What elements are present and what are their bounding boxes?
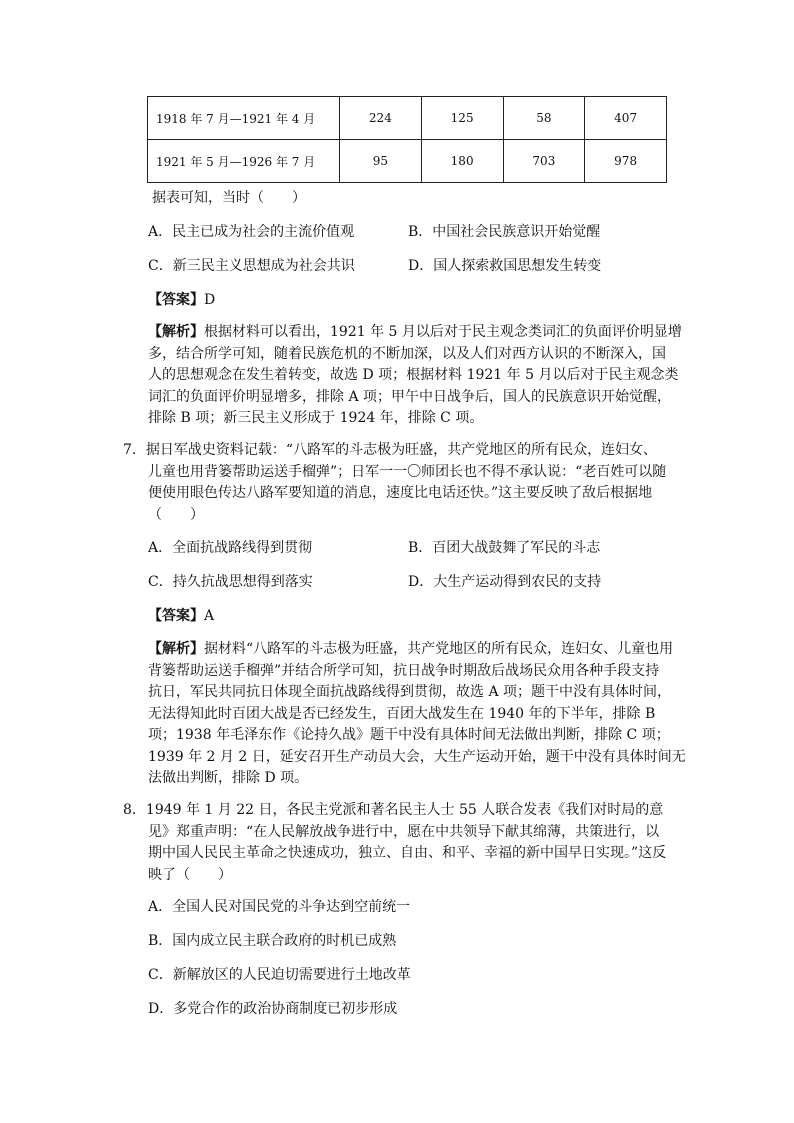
analysis-line: 无法得知此时百团大战是否已经发生，百团大战发生在 1940 年的下半年，排除 B [148, 705, 656, 722]
table-cell: 978 [585, 140, 667, 183]
analysis-line: 人的思想观念在发生着转变，故选 D 项；根据材料 1921 年 5 月以后对于民主观念类 [148, 367, 679, 383]
q7-stem [123, 440, 666, 526]
q7-option-b: B．百团大战鼓舞了军民的斗志 [408, 540, 601, 556]
analysis-line: 背篓帮助运送手榴弹”并结合所学可知，抗日战争时期敌后战场民众用各种手段支持 [148, 662, 660, 679]
table-cell: 224 [340, 97, 422, 140]
q6-answer [148, 290, 215, 310]
stem-line: 儿童也用背篓帮助运送手榴弹”；日军一一〇师团长也不得不承认说：“老百姓可以随 [148, 463, 667, 480]
table-row [148, 140, 667, 183]
analysis-line: 排除 B 项；新三民主义形成于 1924 年，排除 C 项。 [148, 410, 484, 426]
stem-line: 见》郑重声明：“在人民解放战争进行中，愿在中共领导下献其绵薄，共策进行，以 [148, 823, 660, 840]
q8-option-d: D．多党合作的政治协商制度已初步形成 [148, 1001, 398, 1017]
analysis-line: 法做出判断，排除 D 项。 [148, 770, 309, 786]
answer-value: A [204, 608, 215, 624]
answer-label: 【答案】 [148, 292, 204, 308]
analysis-line: 【解析】根据材料可以看出，1921 年 5 月以后对于民主观念类词汇的负面评价明显增 [148, 324, 682, 340]
q6-option-d: D．国人探索救国思想发生转变 [408, 258, 602, 274]
q6-option-a: A．民主已成为社会的主流价值观 [148, 224, 355, 240]
stem-line: 期中国人民民主革命之快速成功，独立、自由、和平、幸福的新中国早日实现。”这反 [148, 845, 667, 861]
table-cell: 95 [340, 140, 422, 183]
stem-line: 8．1949 年 1 月 22 日，各民主党派和著名民主人士 55 人联合发表《我们对时局的意 [123, 802, 664, 818]
q8-option-b: B．国内成立民主联合政府的时机已成熟 [148, 933, 397, 949]
q6-option-b: B．中国社会民族意识开始觉醒 [408, 224, 601, 240]
table-cell: 125 [421, 97, 503, 140]
stem-line: 便使用眼色传达八路军要知道的消息，速度比电话还快。”这主要反映了敌后根据地 [148, 485, 653, 501]
answer-value: D [204, 292, 216, 308]
analysis-line: 多，结合所学可知，随着民族危机的不断加深，以及人们对西方认识的不断深入，国 [148, 345, 666, 362]
q6-stem: 据表可知，当时（ ） [152, 190, 306, 206]
q7-option-c: C．持久抗战思想得到落实 [148, 574, 313, 590]
table-cell: 407 [585, 97, 667, 140]
analysis-line: 1939 年 2 月 2 日，延安召开生产动员大会，大生产运动开始，题干中没有具体时间无 [148, 748, 686, 765]
table-cell: 1921 年 5 月—1926 年 7 月 [148, 140, 340, 183]
table-cell: 1918 年 7 月—1921 年 4 月 [148, 97, 340, 140]
stem-line: 7．据日军战史资料记载：“八路军的斗志极为旺盛，共产党地区的所有民众，连妇女、 [123, 442, 658, 458]
q8-stem [123, 800, 666, 886]
stem-line: （ ） [148, 506, 204, 523]
q6-option-c: C．新三民主义思想成为社会共识 [148, 258, 355, 274]
analysis-line: 项；1938 年毛泽东作《论持久战》题干中没有具体时间无法做出判断，排除 C 项； [148, 727, 670, 743]
table-cell: 58 [503, 97, 585, 140]
analysis-label: 【解析】 [148, 324, 204, 340]
table-cell: 703 [503, 140, 585, 183]
analysis-line: 抗日，军民共同抗日体现全面抗战路线得到贯彻，故选 A 项；题干中没有具体时间， [148, 684, 672, 700]
analysis-line: 【解析】据材料“八路军的斗志极为旺盛，共产党地区的所有民众，连妇女、儿童也用 [148, 641, 674, 657]
q6-analysis [148, 322, 682, 430]
q8-option-c: C．新解放区的人民迫切需要进行土地改革 [148, 967, 411, 983]
q7-answer [148, 606, 214, 626]
table-cell: 180 [421, 140, 503, 183]
answer-label: 【答案】 [148, 608, 204, 624]
q7-option-a: A．全面抗战路线得到贯彻 [148, 540, 313, 556]
q7-analysis [148, 639, 686, 790]
q7-option-d: D．大生产运动得到农民的支持 [408, 574, 602, 590]
stem-line: 映了（ ） [148, 866, 232, 883]
data-table [147, 96, 667, 183]
q8-option-a: A．全国人民对国民党的斗争达到空前统一 [148, 899, 411, 915]
analysis-label: 【解析】 [148, 641, 204, 657]
analysis-line: 词汇的负面评价明显增多，排除 A 项；甲午中日战争后，国人的民族意识开始觉醒， [148, 388, 672, 405]
table-row [148, 97, 667, 140]
